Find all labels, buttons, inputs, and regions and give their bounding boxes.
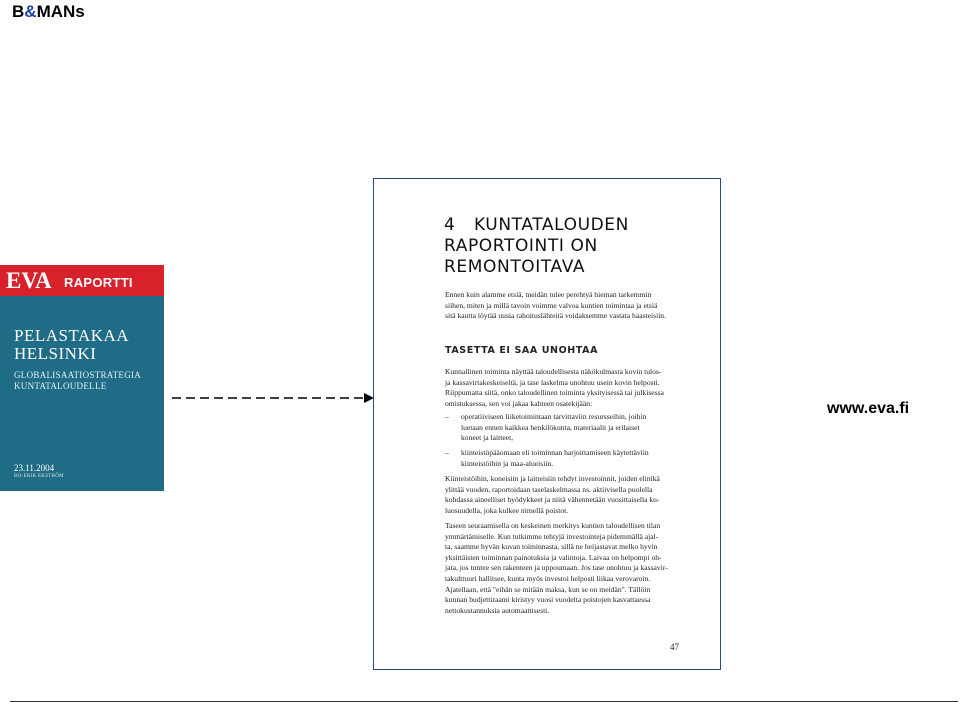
- brand-b: B: [12, 2, 25, 21]
- cover-title-line: PELASTAKAA: [14, 326, 130, 345]
- text-line: luetaan ennen kaikkea henkilökunta, materiaalit ja erilaiset: [461, 422, 640, 432]
- text-line: takulttuuri hallitsee, kunta myös investoi helposti liikaa verovaroin.: [445, 573, 651, 583]
- text-line: koneet ja laitteet,: [461, 433, 514, 443]
- cover-author: BO-ERIK EKSTRÖM: [14, 474, 64, 479]
- paragraph-1: [445, 367, 664, 409]
- cover-raportti-label: RAPORTTI: [64, 275, 133, 290]
- text-line: omistuksessa, sen voi jakaa kahteen osatekijään:: [445, 398, 593, 408]
- text-line: luosuudella, joka kulkee nimellä poistot.: [445, 505, 569, 515]
- cover-title-line: HELSINKI: [14, 344, 97, 363]
- bullet-item-2: [461, 448, 649, 469]
- text-line: kiinteistöihin ja maa-alueisiin.: [461, 458, 554, 468]
- chapter-title-line: RAPORTOINTI ON: [444, 236, 598, 256]
- brand-ampersand: &: [24, 2, 37, 21]
- text-line: ja kassavirtakeskeiseltä, ja tase laskelma unohtuu usein kovin helposti.: [445, 377, 660, 387]
- bullet-dash-1: –: [445, 412, 449, 421]
- bullet-item-1: [461, 412, 646, 444]
- chapter-title-line: REMONTOITAVA: [444, 257, 586, 277]
- text-line: ymmärtämiselle. Kun tutkimme tehtyjä investointeja pidemmällä ajal-: [445, 531, 659, 541]
- brand-logo: [12, 2, 85, 22]
- paragraph-3: [445, 521, 668, 616]
- text-line: ylittää vuoden, raportoidaan taselaskelmassa ns. aktiivisella puolella: [445, 484, 653, 494]
- chapter-title: [444, 215, 629, 278]
- text-line: kohdassa aineelliset hyödykkeet ja niitä vähennetään vuosittaisella ku-: [445, 495, 660, 505]
- text-line: yksittäisten toiminnan painotuksia ja valintoja. Laivaa on helpompi oh-: [445, 552, 662, 562]
- cover-date: 23.11.2004: [14, 463, 55, 473]
- page-number: 47: [670, 642, 679, 652]
- text-line: jata, jos tuntee sen rakenteen ja uppoumaan. Jos tase unohtuu ja kassavir-: [445, 563, 668, 573]
- text-line: Kunnallinen toiminta näyttää taloudellisesta näkökulmasta kovin tulos-: [445, 367, 662, 376]
- text-line: ta, saamme hyvän kuvan toiminnasta, sillä ne heijastavat melko hyvin: [445, 542, 658, 552]
- text-line: Ennen kuin alamme etsiä, meidän tulee perehtyä hieman tarkemmin: [445, 290, 652, 299]
- text-line: Ajatellaan, että "eihän se mitään maksa, kun se on meidän". Tällöin: [445, 584, 651, 594]
- website-url[interactable]: www.eva.fi: [827, 400, 910, 417]
- text-line: siihen, miten ja millä tavoin voimme valvoa kuntien toimintaa ja etsiä: [445, 300, 658, 310]
- section-heading: TASETTA EI SAA UNOHTAA: [445, 345, 599, 356]
- text-line: Taseen seuraamisella on keskeinen merkitys kuntien taloudellisen tilan: [445, 521, 661, 530]
- dashed-arrow-icon: [172, 391, 376, 405]
- chapter-number: 4: [444, 215, 456, 235]
- intro-paragraph: [445, 290, 666, 322]
- text-line: operatiiviseen liiketoimintaan tarvittaviin resursseihin, joihin: [461, 412, 647, 421]
- paragraph-2: [445, 474, 660, 516]
- report-page: [373, 178, 721, 670]
- text-line: Kiinteistöihin, koneisiin ja laitteisiin tehdyt investoinnit, joiden elinikä: [445, 474, 660, 483]
- chapter-title-line: KUNTATALOUDEN: [474, 215, 629, 235]
- cover-title: [14, 327, 129, 363]
- cover-eva-logo: EVA: [6, 268, 52, 293]
- text-line: nettokustannuksia automaattisesti.: [445, 605, 550, 615]
- footer-divider: [10, 701, 958, 702]
- text-line: kiinteistöpääomaan eli toiminnan harjoittamiseen käytettäviin: [461, 448, 649, 457]
- cover-subtitle-line: KUNTATALOUDELLE: [14, 381, 107, 391]
- bullet-dash-2: –: [445, 448, 449, 457]
- cover-subtitle-line: GLOBALISAATIOSTRATEGIA: [14, 370, 142, 380]
- text-line: Riippumatta siitä, onko taloudellinen toiminta yksityisessä tai julkisessa: [445, 388, 664, 398]
- brand-mans: MANs: [36, 2, 85, 21]
- text-line: sitä kautta löytää uusia rahoituslähteitä voidaksemme vastata haasteisiin.: [445, 311, 666, 321]
- cover-subtitle: [14, 370, 141, 392]
- report-cover: [0, 265, 164, 491]
- text-line: kunnan budjettiraami kiristyy vuosi vuodelta poistojen kasvattaessa: [445, 595, 651, 605]
